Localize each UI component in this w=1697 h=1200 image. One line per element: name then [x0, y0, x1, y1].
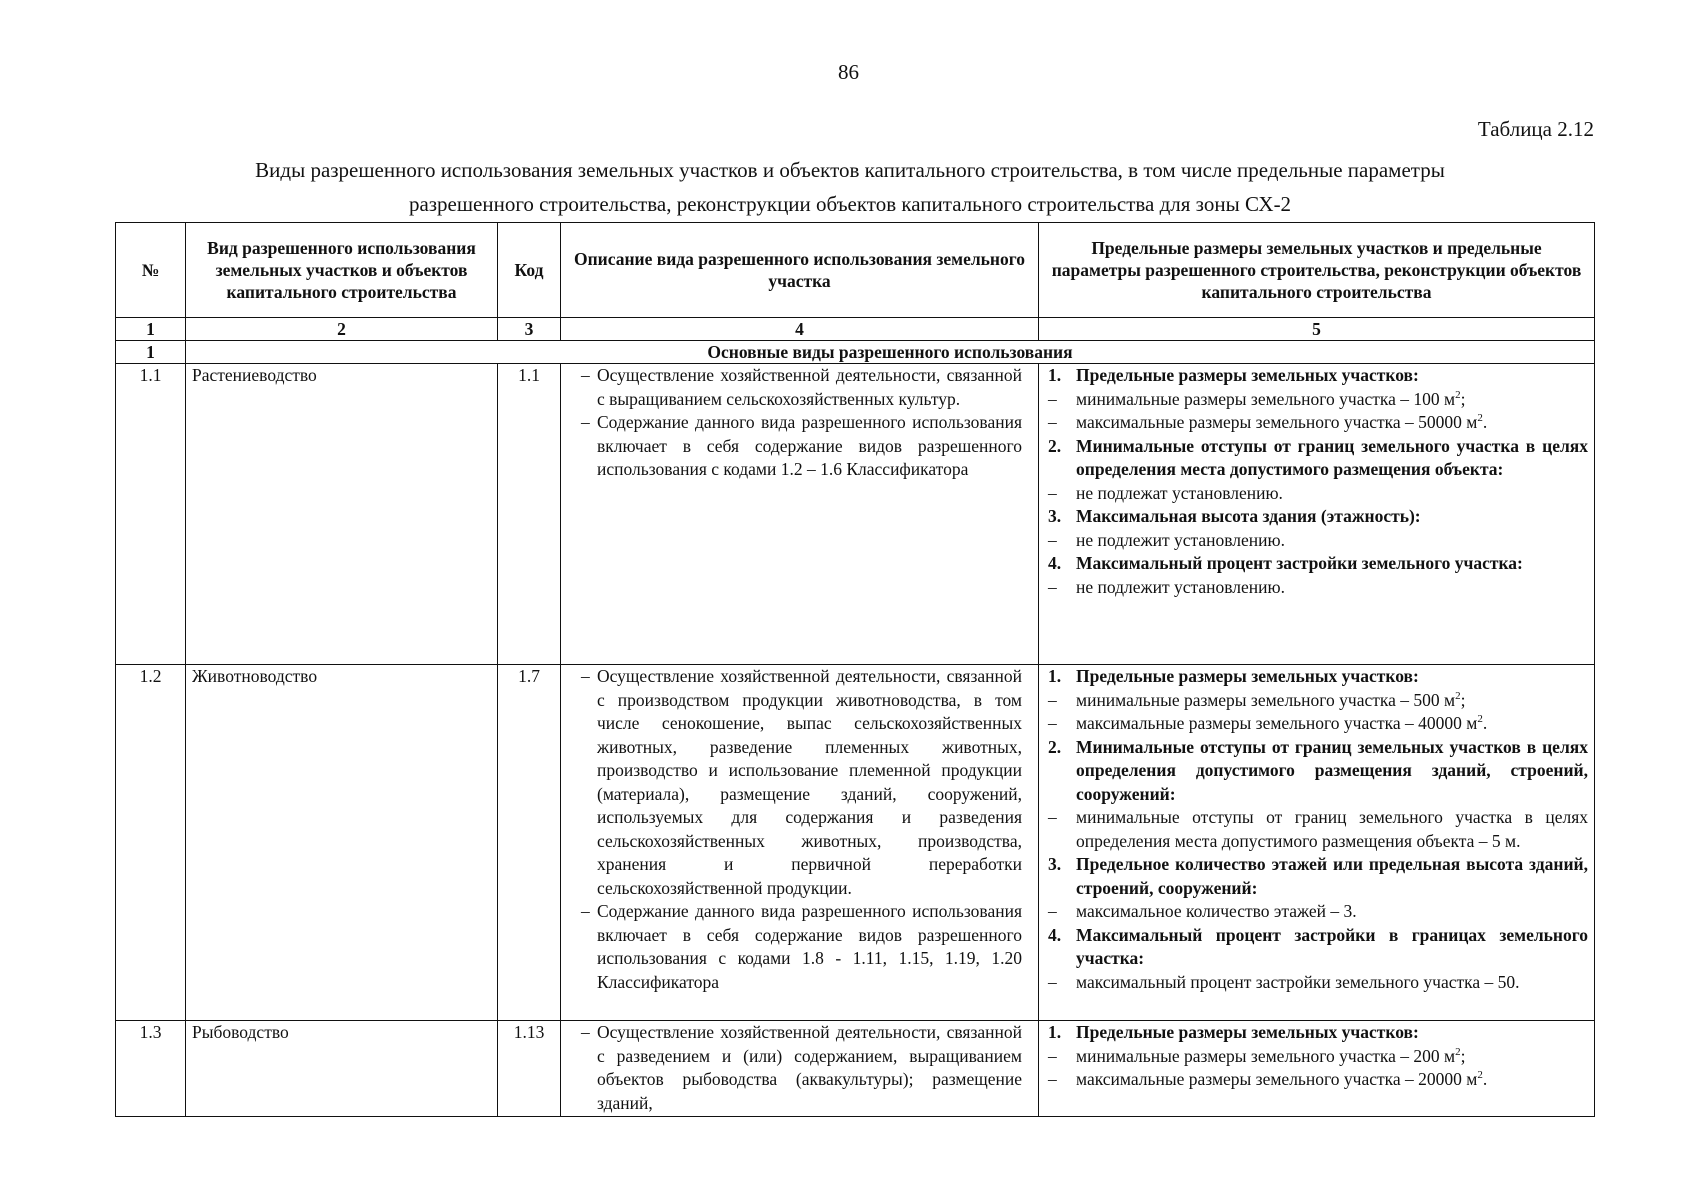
table-row [116, 1021, 1595, 1117]
header-desc: Описание вида разрешенного использования земельного участка [561, 223, 1039, 318]
header-name: Вид разрешенного использования земельных участков и объектов капитального строительства [186, 223, 498, 318]
section-row [116, 341, 1595, 364]
row-name: Животноводство [186, 665, 498, 1021]
row-num: 1.2 [116, 665, 186, 1021]
row-code: 1.7 [498, 665, 561, 1021]
header-row [116, 223, 1595, 318]
header-num: № [116, 223, 186, 318]
param-heading: 2. Минимальные отступы от границ земельного участка в целях определения места допустимого размещения объекта: [1048, 435, 1588, 479]
param-heading: 4. Максимальный процент застройки земельного участка: [1048, 553, 1523, 573]
section-title: Основные виды разрешенного использования [186, 341, 1595, 364]
column-number-row [116, 318, 1595, 341]
row-description [561, 364, 1039, 665]
table-caption: Таблица 2.12 [1477, 117, 1594, 141]
param-heading: 1. Предельные размеры земельных участков: [1048, 666, 1419, 686]
param-item: – максимальное количество этажей – 3. [1048, 901, 1357, 921]
param-item: – максимальный процент застройки земельного участка – 50. [1048, 971, 1520, 992]
param-item: – не подлежат установлению. [1048, 482, 1283, 503]
page-number: 86 [838, 60, 859, 84]
row-num: 1.3 [116, 1021, 186, 1117]
description-item: – Содержание данного вида разрешенного использования включает в себя содержание видов разрешенного использования с кодами 1.2 – 1.6 Классификатора [567, 411, 1032, 482]
param-item: – максимальные размеры земельного участка – 50000 $м^2$. [1048, 412, 1488, 432]
description-item: – Осуществление хозяйственной деятельности, связанной с выращиванием сельскохозяйственных культур. [567, 364, 1032, 411]
description-item: – Осуществление хозяйственной деятельности, связанной с производством продукции животноводства, в том числе сенокошение, выпас сельскохозяйственных животных, разведение племенных животных, производство и использование племенной продукции (материала), размещение зданий, сооружений, используемых для содержания и разведения сельскохозяйственных животных, производства, хранения и первичной переработки сельскохозяйственной продукции. [567, 665, 1032, 900]
table-row [116, 665, 1595, 1021]
row-name: Растениеводство [186, 364, 498, 665]
param-item: – не подлежит установлению. [1048, 529, 1285, 550]
param-item: – минимальные отступы от границ земельного участка в целях определения места допустимого размещения объекта – 5 м. [1048, 807, 1588, 851]
param-item: – не подлежит установлению. [1048, 576, 1285, 597]
param-heading: 1. Предельные размеры земельных участков: [1048, 365, 1419, 385]
param-heading: 2. Минимальные отступы от границ земельных участков в целях определения допустимого размещения зданий, строений, сооружений: [1048, 736, 1588, 804]
param-item: – минимальные размеры земельного участка – 500 $м^2$; [1048, 689, 1466, 710]
header-code: Код [498, 223, 561, 318]
param-heading: 1. Предельные размеры земельных участков: [1048, 1022, 1419, 1042]
param-heading: 4. Максимальный процент застройки в границах земельного участка: [1048, 924, 1588, 968]
row-params [1039, 665, 1595, 1021]
col-number: 1 [116, 318, 186, 341]
row-code: 1.1 [498, 364, 561, 665]
title-line-1: Виды разрешенного использования земельных участков и объектов капитального строительства, в том числе предельные параметры [255, 158, 1445, 182]
section-num: 1 [116, 341, 186, 364]
col-number: 5 [1039, 318, 1595, 341]
col-number: 4 [561, 318, 1039, 341]
document-title [130, 153, 1570, 221]
param-item: – минимальные размеры земельного участка – 200 $м^2$; [1048, 1045, 1466, 1066]
zoning-table [115, 222, 1595, 1117]
row-params [1039, 364, 1595, 665]
description-item: – Осуществление хозяйственной деятельности, связанной с разведением и (или) содержанием, выращиванием объектов рыбоводства (аквакультуры); размещение зданий, [567, 1021, 1032, 1115]
param-heading: 3. Предельное количество этажей или предельная высота зданий, строений, сооружений: [1048, 854, 1588, 898]
row-code: 1.13 [498, 1021, 561, 1117]
title-line-2: разрешенного строительства, реконструкции объектов капитального строительства для зоны СХ-2 [408, 192, 1292, 216]
param-item: – минимальные размеры земельного участка – 100 $м^2$; [1048, 388, 1466, 409]
row-description [561, 1021, 1039, 1117]
description-item: – Содержание данного вида разрешенного использования включает в себя содержание видов разрешенного использования с кодами 1.8 - 1.11, 1.15, 1.19, 1.20 Классификатора [567, 900, 1032, 994]
row-params [1039, 1021, 1595, 1117]
row-description [561, 665, 1039, 1021]
col-number: 3 [498, 318, 561, 341]
table-row [116, 364, 1595, 665]
param-heading: 3. Максимальная высота здания (этажность): [1048, 506, 1421, 526]
param-item: – максимальные размеры земельного участка – 20000 $м^2$. [1048, 1069, 1488, 1089]
row-num: 1.1 [116, 364, 186, 665]
param-item: – максимальные размеры земельного участка – 40000 $м^2$. [1048, 713, 1488, 733]
header-params: Предельные размеры земельных участков и предельные параметры разрешенного строительства, реконструкции объектов капитального строительства [1039, 223, 1595, 318]
col-number: 2 [186, 318, 498, 341]
row-name: Рыбоводство [186, 1021, 498, 1117]
